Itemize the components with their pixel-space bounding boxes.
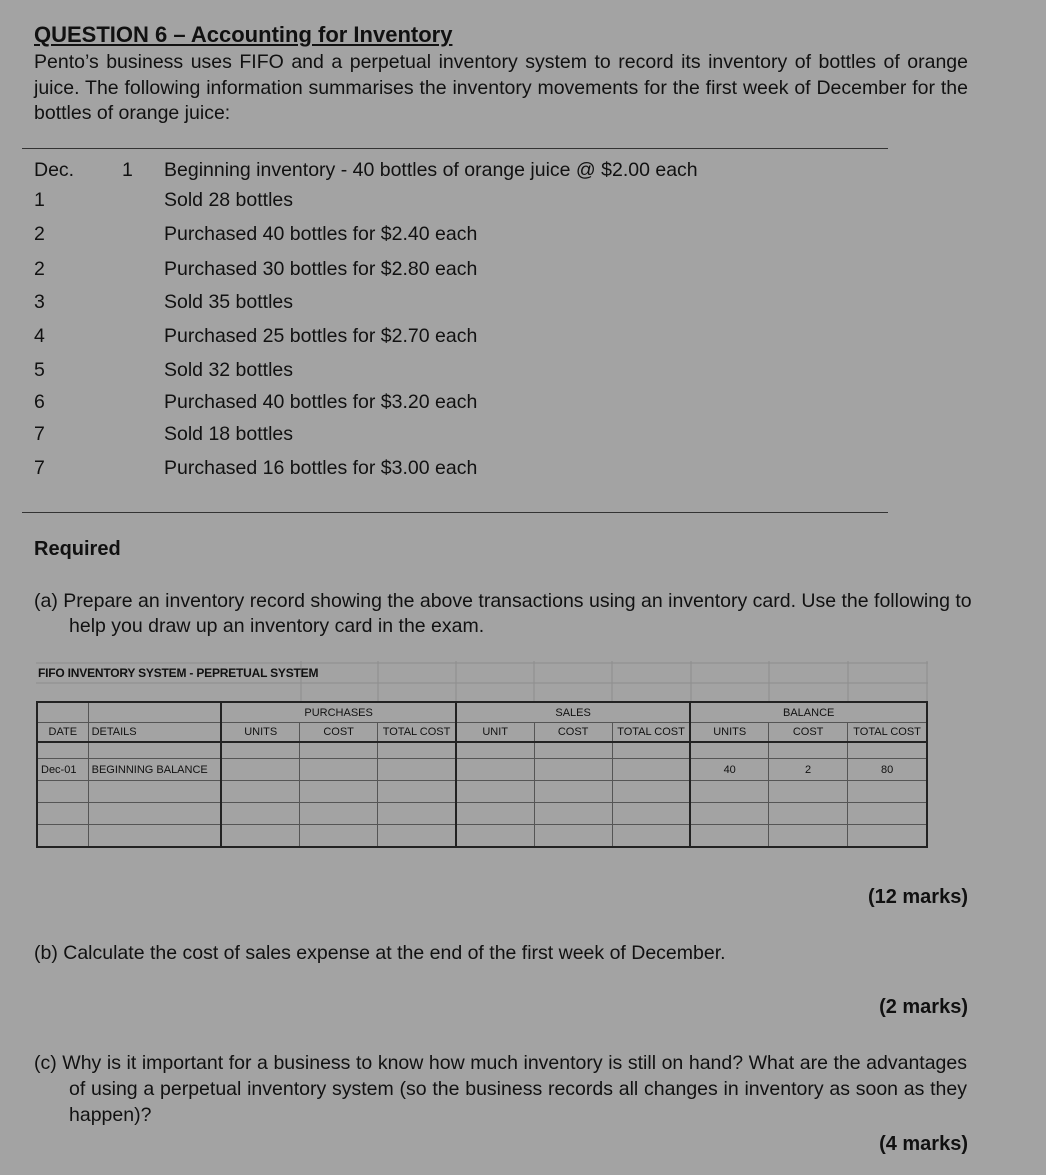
transaction-date: 2 bbox=[34, 223, 45, 245]
transaction-date: Dec. bbox=[34, 159, 75, 181]
transaction-date: 5 bbox=[34, 359, 45, 381]
column-header: DATE bbox=[37, 723, 88, 743]
column-header: UNITS bbox=[221, 723, 299, 743]
transaction-date: 7 bbox=[34, 423, 45, 445]
table-row bbox=[37, 803, 927, 825]
transaction-day: 1 bbox=[122, 159, 133, 181]
cell-balance-units: 40 bbox=[690, 759, 768, 781]
transaction-date: 3 bbox=[34, 291, 45, 313]
transaction-description: Purchased 25 bottles for $2.70 each bbox=[164, 325, 478, 347]
table-row bbox=[37, 759, 927, 781]
column-header: UNIT bbox=[456, 723, 534, 743]
cell-purchase-units bbox=[221, 759, 299, 781]
table-group-header-row bbox=[37, 702, 927, 723]
divider-bottom bbox=[22, 512, 888, 513]
transaction-description: Sold 28 bottles bbox=[164, 189, 294, 211]
part-a-text: (a) Prepare an inventory record showing the above transactions using an inventory card. Use the following to help you draw up an inventory card in the exam. bbox=[34, 590, 972, 637]
transaction-description: Sold 35 bottles bbox=[164, 291, 294, 313]
transaction-date: 7 bbox=[34, 457, 45, 479]
transaction-date: 6 bbox=[34, 391, 45, 413]
divider-top bbox=[22, 148, 888, 149]
part-a-marks: (12 marks) bbox=[867, 886, 968, 908]
column-header: UNITS bbox=[690, 723, 768, 743]
part-b-marks: (2 marks) bbox=[879, 996, 968, 1018]
column-header: TOTAL COST bbox=[378, 723, 456, 743]
group-header-cell bbox=[37, 702, 88, 723]
transaction-description: Beginning inventory - 40 bottles of orange juice @ $2.00 each bbox=[164, 159, 698, 181]
column-header: TOTAL COST bbox=[612, 723, 690, 743]
cell-purchase-cost bbox=[300, 759, 378, 781]
part-c-text: (c) Why is it important for a business to know how much inventory is still on hand? What are the advantages of using a perpetual inventory system (so the business records all changes in inventory as soon as they happen)? bbox=[34, 1052, 967, 1126]
transaction-description: Purchased 40 bottles for $2.40 each bbox=[164, 223, 478, 245]
column-header: COST bbox=[300, 723, 378, 743]
column-header: COST bbox=[769, 723, 848, 743]
cell-sales-units bbox=[456, 759, 534, 781]
transaction-description: Sold 32 bottles bbox=[164, 359, 294, 381]
cell-date: Dec-01 bbox=[37, 759, 88, 781]
transaction-description: Purchased 40 bottles for $3.20 each bbox=[164, 391, 478, 413]
transaction-date: 1 bbox=[34, 189, 45, 211]
transaction-date: 2 bbox=[34, 258, 45, 280]
table-row bbox=[37, 825, 927, 848]
group-header-purchases: PURCHASES bbox=[221, 702, 455, 723]
cell-balance-total: 80 bbox=[848, 759, 927, 781]
transaction-date: 4 bbox=[34, 325, 45, 347]
inventory-card-title: FIFO INVENTORY SYSTEM - PEPRETUAL SYSTEM bbox=[38, 666, 319, 680]
table-header-row bbox=[37, 723, 927, 743]
table-row bbox=[37, 742, 927, 759]
column-header: TOTAL COST bbox=[848, 723, 927, 743]
part-b-text: (b) Calculate the cost of sales expense at the end of the first week of December. bbox=[34, 942, 726, 964]
cell-details: BEGINNING BALANCE bbox=[88, 759, 221, 781]
transaction-description: Purchased 30 bottles for $2.80 each bbox=[164, 258, 478, 280]
required-heading: Required bbox=[34, 538, 121, 560]
column-header: COST bbox=[534, 723, 612, 743]
group-header-balance: BALANCE bbox=[690, 702, 927, 723]
table-row bbox=[37, 781, 927, 803]
cell-sales-total bbox=[612, 759, 690, 781]
cell-balance-cost: 2 bbox=[769, 759, 848, 781]
inventory-card-table bbox=[36, 701, 928, 848]
group-header-cell bbox=[88, 702, 221, 723]
part-c-marks: (4 marks) bbox=[879, 1133, 968, 1155]
group-header-sales: SALES bbox=[456, 702, 690, 723]
question-title: QUESTION 6 – Accounting for Inventory bbox=[34, 22, 453, 47]
cell-purchase-total bbox=[378, 759, 456, 781]
column-header: DETAILS bbox=[88, 723, 221, 743]
transaction-description: Purchased 16 bottles for $3.00 each bbox=[164, 457, 478, 479]
cell-sales-cost bbox=[534, 759, 612, 781]
transaction-description: Sold 18 bottles bbox=[164, 423, 294, 445]
question-intro: Pento’s business uses FIFO and a perpetual inventory system to record its inventory of bottles of orange juice. The following information summarises the inventory movements for the first week of December for the bottles of orange juice: bbox=[34, 51, 968, 124]
